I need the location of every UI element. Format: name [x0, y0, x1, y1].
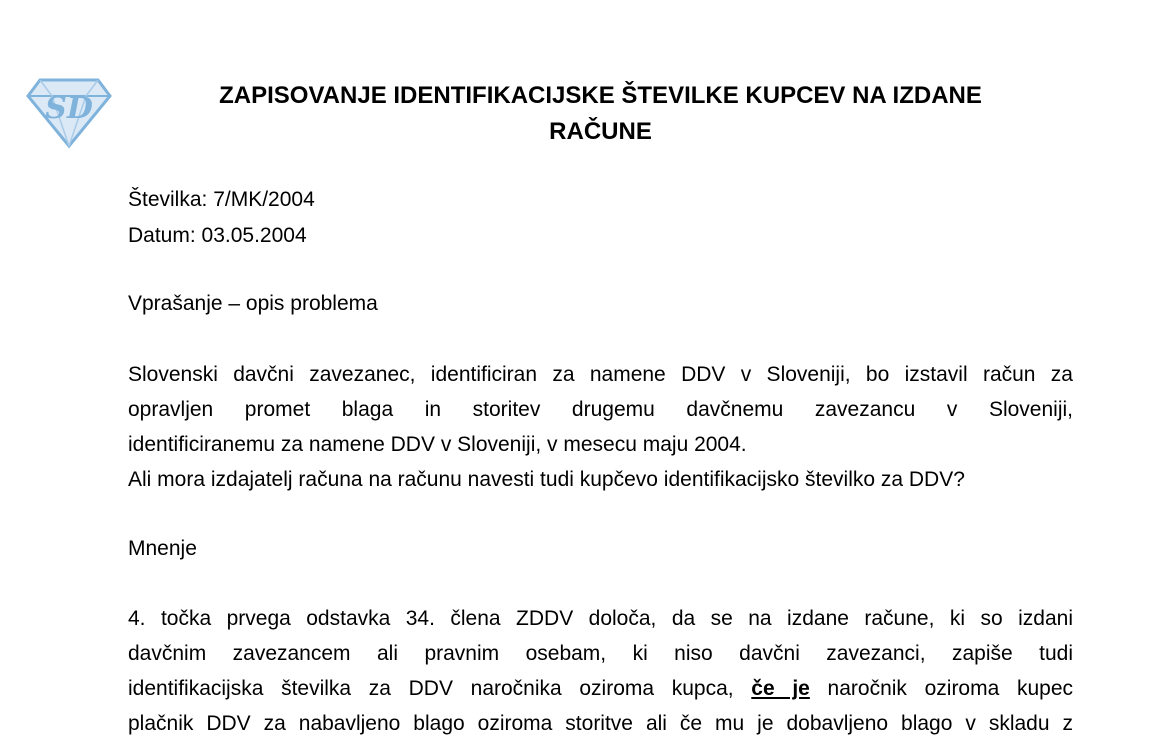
- opinion-heading: Mnenje: [128, 537, 197, 560]
- svg-text:SD: SD: [45, 91, 93, 126]
- question-line: Slovenski davčni zavezanec, identificiran za namene DDV v Sloveniji, bo izstavil račun za: [128, 363, 1073, 386]
- opinion-line-part: naročnik oziroma kupec: [827, 677, 1074, 700]
- emphasized-phrase: če je: [751, 677, 810, 700]
- document-number: Številka: 7/MK/2004: [128, 188, 315, 211]
- company-logo: [26, 74, 112, 150]
- opinion-line: plačnik DDV za nabavljeno blago oziroma storitve ali če mu je dobavljeno blago v skladu z: [128, 712, 1073, 735]
- question-heading: Vprašanje – opis problema: [128, 292, 378, 315]
- question-line: Ali mora izdajatelj računa na računu navesti tudi kupčevo identifikacijsko številko za DDV?: [128, 468, 965, 491]
- opinion-line: 4. točka prvega odstavka 34. člena ZDDV določa, da se na izdane račune, ki so izdani: [128, 607, 1073, 630]
- opinion-paragraph: [128, 601, 1073, 741]
- document-title-line-2: RAČUNE: [549, 118, 652, 145]
- question-line: identificiranemu za namene DDV v Sloveniji, v mesecu maju 2004.: [128, 433, 747, 456]
- question-paragraph: [128, 357, 1073, 497]
- question-line: opravljen promet blaga in storitev drugemu davčnemu zavezancu v Sloveniji,: [128, 398, 1073, 421]
- document-title: [128, 78, 1073, 150]
- opinion-line: davčnim zavezancem ali pravnim osebam, ki niso davčni zavezanci, zapiše tudi: [128, 642, 1073, 665]
- opinion-line: [128, 671, 1073, 706]
- document-meta: [128, 182, 315, 254]
- document-date: Datum: 03.05.2004: [128, 224, 307, 247]
- document-title-line-1: ZAPISOVANJE IDENTIFIKACIJSKE ŠTEVILKE KUPCEV NA IZDANE: [219, 82, 982, 109]
- opinion-line-part: identifikacijska številka za DDV naročnika oziroma kupca,: [128, 677, 734, 700]
